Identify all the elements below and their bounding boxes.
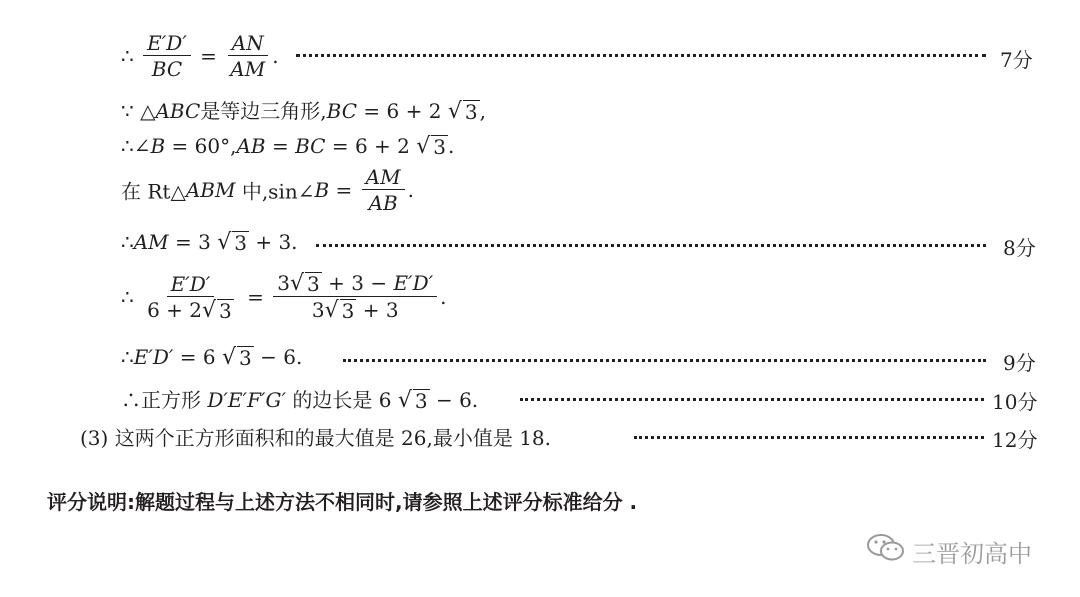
sqrt-3: √ 3 [397, 388, 428, 413]
fraction-am-ab: $\frac{AM}{AB}$ [362, 166, 405, 214]
wechat-icon [866, 532, 912, 570]
score-12: 12分 [992, 428, 1038, 452]
fraction-rhs: 3 √ 3 + 3 − E′D′ 3 √ 3 + 3 [273, 272, 437, 322]
fraction-an-am: $\frac{AN}{AM}$ [226, 32, 269, 80]
score-10: 10分 [992, 390, 1038, 414]
dot-leader [520, 398, 984, 401]
score-9: 9分 [1003, 351, 1036, 375]
scoring-note: 评分说明:解题过程与上述方法不相同时,请参照上述评分标准给分 . [47, 490, 638, 514]
score-7: 7分 [1000, 48, 1033, 72]
therefore-symbol: ∴ [121, 44, 134, 68]
watermark [866, 532, 1032, 570]
dot-leader [634, 436, 984, 439]
dot-leader [296, 54, 986, 57]
fraction-ed-bc: $\frac{E'D'}{BC}$ [143, 32, 191, 80]
dot-leader [343, 359, 986, 362]
sqrt-3: √ 3 [217, 230, 247, 255]
watermark-text: 三晋初高中 [912, 539, 1032, 568]
fraction-ed-over-6plus2sqrt3: E′D′ 6 + 2 √ 3 [147, 271, 232, 323]
sqrt-3: √ 3 [447, 99, 478, 124]
score-8: 8分 [1003, 236, 1036, 260]
sqrt-3: √ 3 [416, 134, 447, 159]
dot-leader [316, 244, 986, 247]
sqrt-3: √ 3 [222, 345, 252, 370]
